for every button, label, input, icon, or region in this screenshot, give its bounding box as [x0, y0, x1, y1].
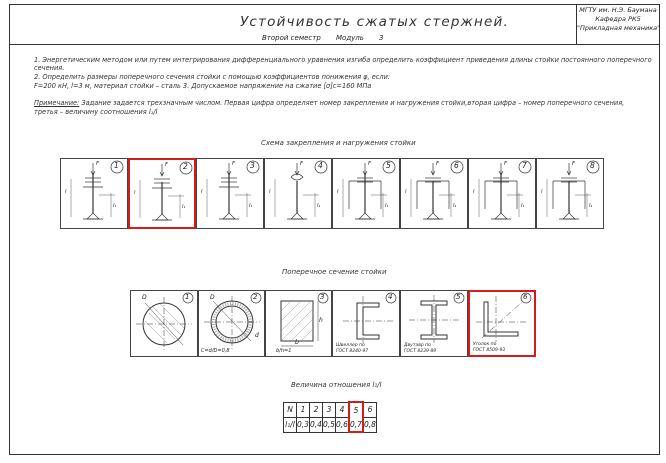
scheme-cell-4[interactable] — [264, 158, 332, 229]
scheme-length-label: l — [201, 189, 203, 195]
scheme-number-4: 4 — [318, 161, 323, 170]
scheme-force-label: F — [300, 161, 303, 167]
caption-angle-2: ГОСТ 8509-93 — [473, 348, 506, 353]
ratio-n-5[interactable]: 5 — [349, 402, 363, 417]
module-label: Модуль — [336, 34, 364, 42]
caption-channel-1: Швеллер по — [336, 343, 365, 348]
task-note-2: третья – величину соотношения l₁/l — [34, 108, 158, 116]
org-department: Кафедра РК5 — [595, 15, 641, 23]
label-b: b — [295, 339, 299, 346]
scheme-force-label: F — [165, 162, 168, 168]
ratio-row-values — [284, 417, 377, 432]
scheme-length-label: l — [65, 189, 67, 195]
scheme-length-label: l — [134, 190, 136, 196]
section-number-5: 5 — [456, 293, 461, 301]
caption-ibeam-1: Двутавр по — [404, 343, 431, 348]
scheme-force-label: F — [96, 161, 99, 167]
ratio-row-n — [284, 402, 377, 417]
scheme-number-1: 1 — [114, 161, 119, 170]
scheme-force-label: F — [436, 161, 439, 167]
caption-rect: b/h=1 — [276, 348, 292, 354]
ratio-table — [283, 401, 377, 433]
scheme-length1-label: l₁ — [249, 203, 253, 209]
scheme-length1-label: l₁ — [589, 203, 593, 209]
org-university: МГТУ им. Н.Э. Баумана — [579, 6, 657, 14]
sections-title: Поперечное сечение стойки — [282, 268, 387, 276]
scheme-number-7: 7 — [522, 161, 527, 170]
ratio-n-1: 1 — [297, 402, 310, 417]
scheme-cell-2[interactable] — [128, 158, 196, 229]
section-number-2: 2 — [253, 293, 258, 301]
ratio-n-2: 2 — [310, 402, 323, 417]
ratio-n-4: 4 — [336, 402, 350, 417]
scheme-number-6: 6 — [454, 161, 459, 170]
section-cell-5[interactable] — [400, 290, 468, 357]
caption-angle-1: Уголок по — [473, 342, 497, 347]
label-h: h — [319, 317, 323, 324]
scheme-length1-label: l₁ — [182, 204, 186, 210]
scheme-cell-7[interactable] — [468, 158, 536, 229]
section-cell-2[interactable] — [198, 290, 265, 357]
scheme-length1-label: l₁ — [385, 203, 389, 209]
scheme-cell-1[interactable] — [60, 158, 128, 229]
scheme-length1-label: l₁ — [317, 203, 321, 209]
scheme-length-label: l — [473, 189, 475, 195]
ratio-n-6: 6 — [363, 402, 377, 417]
note-label: Примечание: — [34, 99, 80, 107]
task-line-1: 1. Энергетическим методом или путем интегрирования дифференциального уравнения изгиба определить коэффициент приведения длины стойки постоянного поперечного — [34, 56, 652, 64]
section-number-4: 4 — [388, 293, 393, 301]
task-note — [34, 99, 624, 107]
scheme-length-label: l — [337, 189, 339, 195]
task-line-2: 2. Определить размеры поперечного сечения стойки с помощью коэффициентов понижения φ, если: — [34, 73, 391, 81]
scheme-length1-label: l₁ — [113, 203, 117, 209]
scheme-cell-8[interactable] — [536, 158, 604, 229]
sheet-title: Устойчивость сжатых стержней. — [240, 14, 510, 30]
section-cell-4[interactable] — [332, 290, 400, 357]
ratio-v-4: 0,6 — [336, 417, 350, 432]
org-course: "Прикладная механика" — [577, 24, 661, 32]
ratio-v-5[interactable]: 0,7 — [349, 417, 363, 432]
section-cell-6[interactable] — [468, 290, 536, 357]
scheme-force-label: F — [572, 161, 575, 167]
scheme-cell-5[interactable] — [332, 158, 400, 229]
module-number: 3 — [379, 34, 384, 42]
ratio-v-2: 0,4 — [310, 417, 323, 432]
task-line-3: F=200 кН, l=3 м, материал стойки – сталь 3. Допускаемое напряжение на сжатие [σ]с=160 МПа — [34, 82, 372, 90]
caption-ibeam-2: ГОСТ 8239-89 — [404, 349, 437, 354]
caption-channel-2: ГОСТ 8240-97 — [336, 349, 369, 354]
section-number-6: 6 — [523, 293, 528, 301]
label-D: D — [142, 294, 147, 301]
ratio-title: Величина отношения l₁/l — [291, 381, 382, 389]
ratio-v-1: 0,3 — [297, 417, 310, 432]
scheme-force-label: F — [232, 161, 235, 167]
label-d-ring: d — [255, 332, 259, 339]
scheme-force-label: F — [368, 161, 371, 167]
ratio-v-label: l₁/l — [284, 417, 297, 432]
task-line-1b: сечения. — [34, 64, 65, 72]
scheme-length-label: l — [541, 189, 543, 195]
section-number-3: 3 — [320, 293, 325, 301]
scheme-length-label: l — [405, 189, 407, 195]
scheme-number-8: 8 — [590, 161, 595, 170]
schemes-title: Схема закрепления и нагружения стойки — [261, 139, 416, 147]
semester-label: Второй семестр — [262, 34, 321, 42]
scheme-length1-label: l₁ — [521, 203, 525, 209]
ratio-n-3: 3 — [323, 402, 336, 417]
header-divider — [9, 44, 660, 45]
ratio-v-6: 0,8 — [363, 417, 377, 432]
scheme-cell-3[interactable] — [196, 158, 264, 229]
note-text: Задание задается трехзначным числом. Первая цифра определяет номер закрепления и нагружения стойки,вторая цифра – номер поперечного сечения, — [79, 99, 625, 107]
section-cell-3[interactable] — [265, 290, 332, 357]
label-D-ring: D — [210, 294, 215, 301]
section-number-1: 1 — [185, 293, 190, 301]
scheme-length1-label: l₁ — [453, 203, 457, 209]
section-cell-1[interactable] — [130, 290, 198, 357]
scheme-cell-6[interactable] — [400, 158, 468, 229]
scheme-number-3: 3 — [250, 161, 255, 170]
ratio-n-label: N — [284, 402, 297, 417]
caption-ring: C=d/D=0,8 — [201, 348, 230, 354]
scheme-number-2: 2 — [183, 162, 188, 171]
ratio-v-3: 0,5 — [323, 417, 336, 432]
scheme-force-label: F — [504, 161, 507, 167]
scheme-number-5: 5 — [386, 161, 391, 170]
scheme-length-label: l — [269, 189, 271, 195]
